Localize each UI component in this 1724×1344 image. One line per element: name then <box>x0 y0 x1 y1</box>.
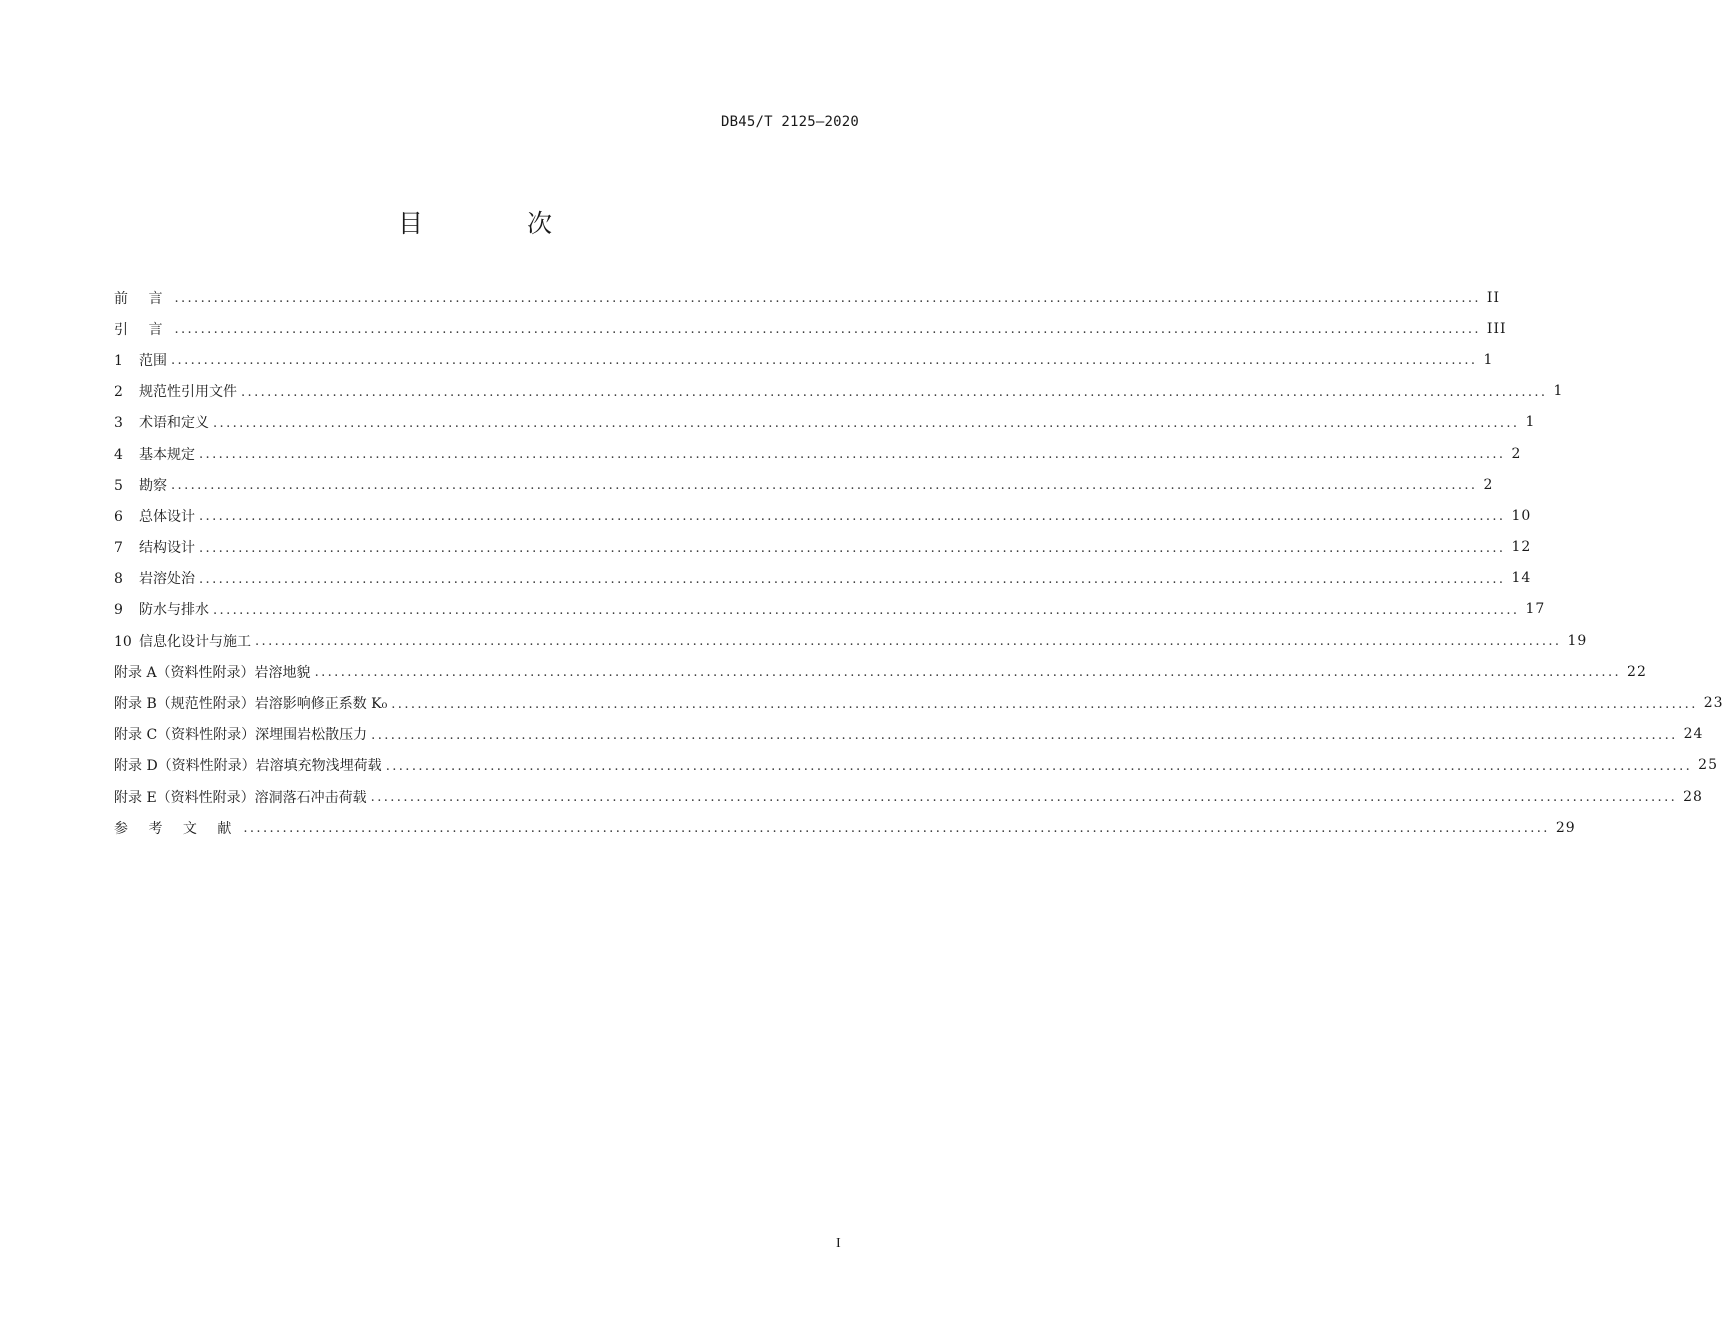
toc-entry-number: 2 <box>114 384 123 401</box>
toc-entry-label <box>114 288 174 308</box>
toc-entry-label <box>114 755 386 775</box>
toc-entry-page: 22 <box>1627 663 1647 680</box>
toc-entry-page: 2 <box>1511 445 1522 462</box>
toc-leader-dots: ........................................................................................................................................................................................................ <box>255 634 1562 650</box>
toc-entry-label <box>114 506 199 526</box>
toc-leader-dots: ........................................................................................................................................................................................................ <box>371 727 1678 743</box>
document-code: DB45/T 2125—2020 <box>720 114 859 130</box>
toc-entry[interactable] <box>114 656 1647 687</box>
toc-leader-dots: ........................................................................................................................................................................................................ <box>199 540 1506 556</box>
toc-entry-title: 附录 A（资料性附录）岩溶地貌 <box>114 664 311 681</box>
toc-leader-dots: ........................................................................................................................................................................................................ <box>171 353 1478 369</box>
toc-leader-dots: ........................................................................................................................................................................................................ <box>213 415 1520 431</box>
toc-entry[interactable] <box>114 407 1536 438</box>
toc-entry-label <box>114 724 371 744</box>
toc-entry-page: 29 <box>1555 819 1576 836</box>
toc-entry-page: 23 <box>1703 695 1724 712</box>
toc-entry-page: 10 <box>1511 507 1532 524</box>
toc-entry-page: III <box>1486 320 1507 337</box>
toc-entry-title: 附录 B（规范性附录）岩溶影响修正系数 K₀ <box>114 696 388 713</box>
toc-leader-dots: ........................................................................................................................................................................................................ <box>199 509 1506 525</box>
toc-entry-title: 防水与排水 <box>139 602 209 619</box>
toc-entry[interactable] <box>114 282 1500 313</box>
toc-entry-page: 1 <box>1525 414 1536 431</box>
toc-entry-page: 2 <box>1483 476 1494 493</box>
toc-entry-number: 4 <box>114 446 123 463</box>
toc-entry-title: 总体设计 <box>139 508 195 525</box>
toc-entry-label <box>114 568 199 588</box>
toc-entry-page: 12 <box>1511 539 1532 556</box>
page-number: I <box>836 1236 841 1251</box>
toc-entry-page: 19 <box>1567 632 1588 649</box>
toc-entry[interactable] <box>114 344 1494 375</box>
toc-entry-title: 范围 <box>139 352 167 369</box>
toc-entry-page: 24 <box>1683 726 1704 743</box>
table-of-contents <box>114 282 1724 843</box>
toc-entry-label <box>114 537 199 557</box>
toc-entry-title: 附录 E（资料性附录）溶洞落石冲击荷载 <box>114 789 367 806</box>
toc-leader-dots: ........................................................................................................................................................................................................ <box>213 602 1520 618</box>
toc-entry-page: 14 <box>1511 570 1532 587</box>
toc-entry-title: 附录 C（资料性附录）深埋围岩松散压力 <box>114 727 368 744</box>
toc-entry-title: 引 言 <box>114 321 171 338</box>
toc-leader-dots: ........................................................................................................................................................................................................ <box>243 821 1550 837</box>
toc-entry-number: 7 <box>114 540 123 557</box>
toc-entry[interactable] <box>114 563 1532 594</box>
toc-entry[interactable] <box>114 500 1532 531</box>
toc-entry[interactable] <box>114 469 1494 500</box>
toc-entry[interactable] <box>114 812 1576 843</box>
toc-entry-page: 1 <box>1483 351 1494 368</box>
toc-entry[interactable] <box>114 313 1507 344</box>
toc-entry-title: 前 言 <box>114 290 171 307</box>
toc-leader-dots: ........................................................................................................................................................................................................ <box>199 571 1506 587</box>
toc-entry-title: 附录 D（资料性附录）岩溶填充物浅埋荷载 <box>114 758 382 775</box>
toc-entry-number: 8 <box>114 571 123 588</box>
toc-entry[interactable] <box>114 625 1588 656</box>
toc-entry-number: 3 <box>114 415 123 432</box>
toc-entry[interactable] <box>114 532 1532 563</box>
toc-entry-title: 信息化设计与施工 <box>139 633 251 650</box>
toc-entry-label <box>114 787 371 807</box>
toc-entry-label <box>114 662 315 682</box>
toc-entry-page: 17 <box>1525 601 1546 618</box>
toc-entry[interactable] <box>114 594 1546 625</box>
toc-entry-label <box>114 350 171 370</box>
toc-leader-dots: ........................................................................................................................................................................................................ <box>241 384 1548 400</box>
toc-entry-label <box>114 475 171 495</box>
toc-entry-title: 岩溶处治 <box>139 571 195 588</box>
toc-entry-label <box>114 693 391 713</box>
toc-entry-label <box>114 444 199 464</box>
toc-entry-title: 结构设计 <box>139 540 195 557</box>
toc-leader-dots: ........................................................................................................................................................................................................ <box>171 478 1478 494</box>
toc-entry-number: 6 <box>114 508 123 525</box>
toc-leader-dots: ........................................................................................................................................................................................................ <box>174 322 1481 338</box>
toc-entry[interactable] <box>114 719 1704 750</box>
toc-entry[interactable] <box>114 687 1724 718</box>
toc-leader-dots: ........................................................................................................................................................................................................ <box>385 758 1693 774</box>
toc-entry-page: II <box>1486 289 1500 306</box>
toc-entry-number: 5 <box>114 477 123 494</box>
toc-entry-title: 参 考 文 献 <box>114 820 240 837</box>
toc-entry-label <box>114 381 241 401</box>
toc-entry-number: 1 <box>114 352 123 369</box>
toc-entry-label <box>114 412 213 432</box>
toc-entry-title: 术语和定义 <box>139 415 209 432</box>
toc-entry[interactable] <box>114 781 1703 812</box>
toc-leader-dots: ........................................................................................................................................................................................................ <box>174 291 1481 307</box>
toc-entry[interactable] <box>114 376 1564 407</box>
toc-entry-label <box>114 631 255 651</box>
toc-leader-dots: ........................................................................................................................................................................................................ <box>370 790 1678 806</box>
page-title: 目 次 <box>398 209 600 238</box>
toc-leader-dots: ........................................................................................................................................................................................................ <box>199 447 1506 463</box>
toc-leader-dots: ........................................................................................................................................................................................................ <box>391 696 1698 712</box>
toc-leader-dots: ........................................................................................................................................................................................................ <box>314 665 1622 681</box>
toc-entry-title: 规范性引用文件 <box>139 384 237 401</box>
toc-entry-label <box>114 818 243 838</box>
toc-entry-number: 10 <box>114 633 132 650</box>
toc-entry-title: 勘察 <box>139 477 167 494</box>
toc-entry-page: 1 <box>1553 383 1564 400</box>
toc-entry-page: 28 <box>1683 788 1703 805</box>
toc-entry[interactable] <box>114 438 1522 469</box>
toc-entry-label <box>114 319 174 339</box>
toc-entry[interactable] <box>114 750 1718 781</box>
toc-entry-page: 25 <box>1698 757 1718 774</box>
toc-entry-number: 9 <box>114 602 123 619</box>
toc-entry-title: 基本规定 <box>139 446 195 463</box>
toc-entry-label <box>114 599 213 619</box>
